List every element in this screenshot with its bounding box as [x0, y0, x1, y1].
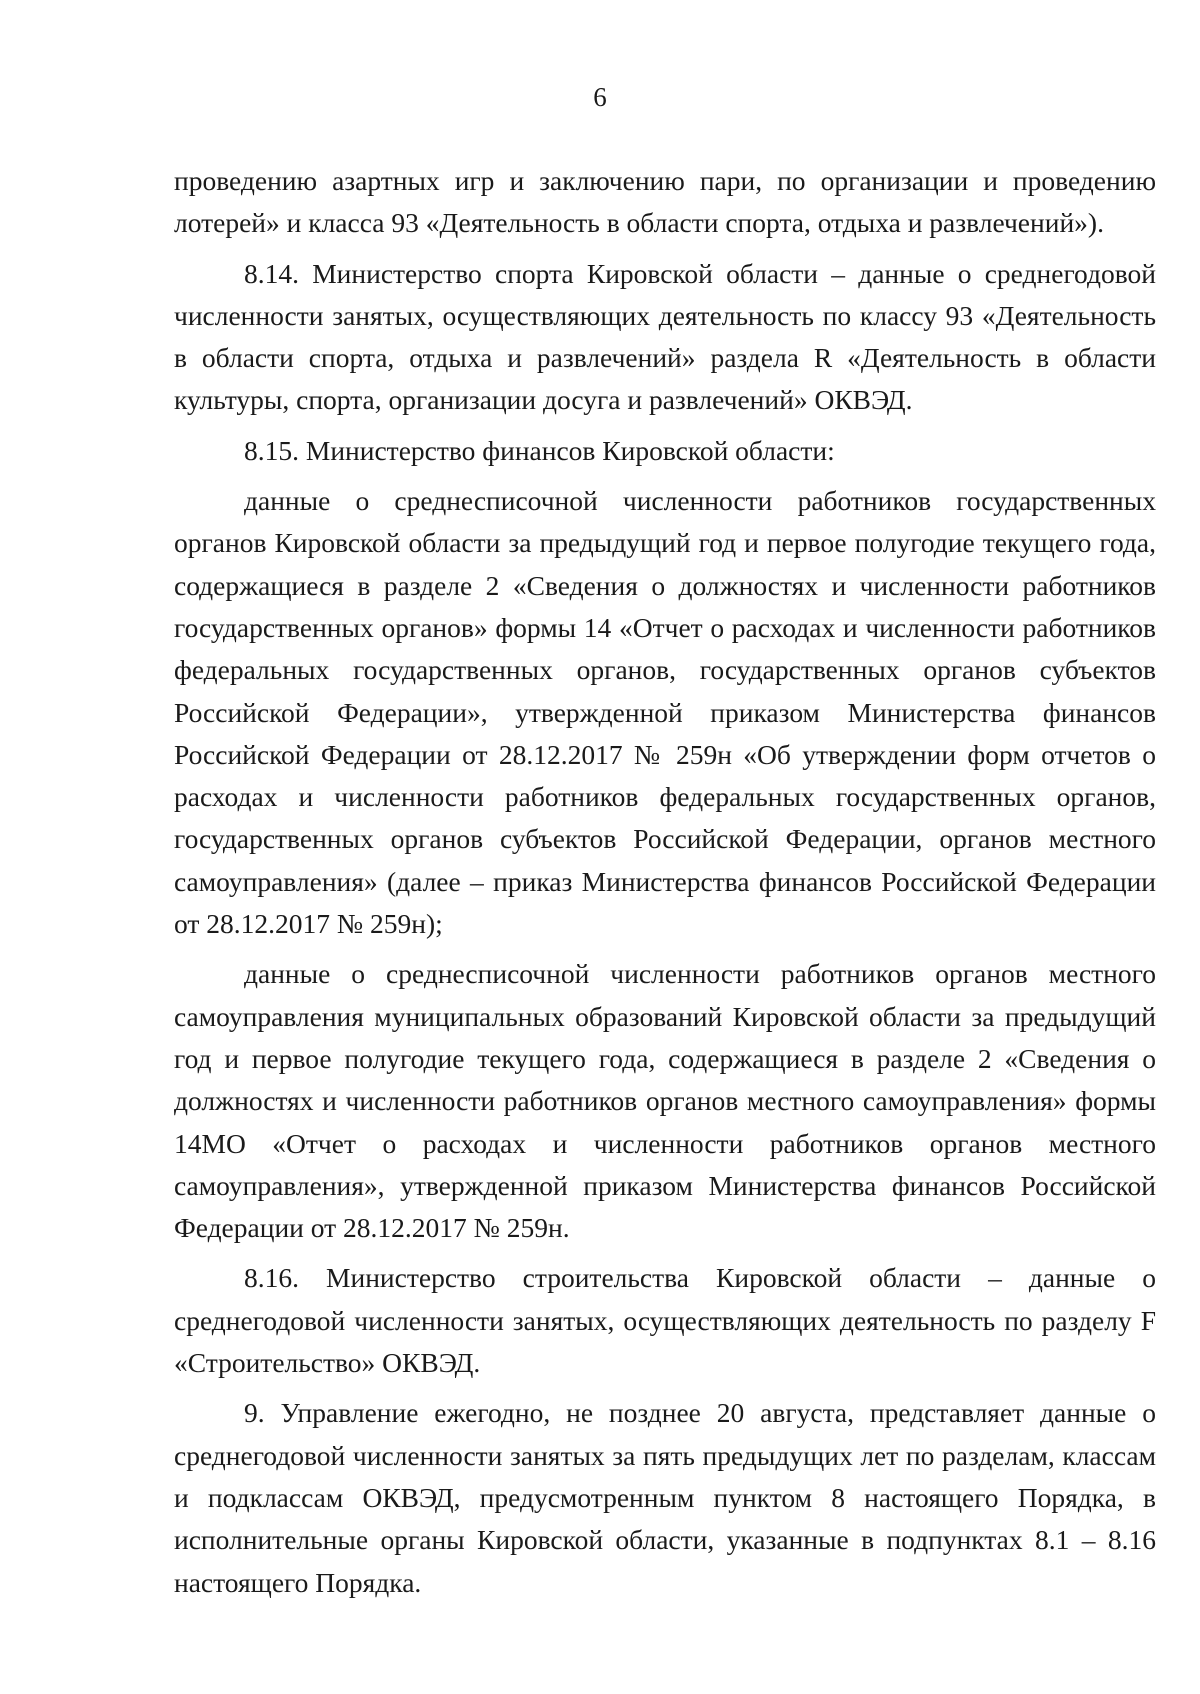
paragraph-continuation: проведению азартных игр и заключению пари, по организации и проведению лотерей» и класса 93 «Деятельность в области спорта, отдыха и развлечений»). — [174, 165, 1156, 239]
paragraph-8-15-local-bodies: данные о среднесписочной численности работников органов местного самоуправления муниципальных образований Кировской области за предыдущий год и первое полугодие текущего года, содержащиеся в разделе 2 «Сведения о должностях и численности работников органов местного самоуправления» формы 14МО «Отчет о расходах и численности работников органов местного самоуправления», утвержденной приказом Министерства финансов Российской Федерации от 28.12.2017 № 259н. — [174, 958, 1156, 1244]
paragraph-8-15-state-bodies: данные о среднесписочной численности работников государственных органов Кировской области за предыдущий год и первое полугодие текущего года, содержащиеся в разделе 2 «Сведения о должностях и численности работников государственных органов» формы 14 «Отчет о расходах и численности работников федеральных государственных органов, государственных органов субъектов Российской Федерации», утвержденной приказом Министерства финансов Российской Федерации от 28.12.2017 № 259н «Об утверждении форм отчетов о расходах и численности работников федеральных государственных органов, государственных органов субъектов Российской Федерации, органов местного самоуправления» (далее – приказ Министерства финансов Российской Федерации от 28.12.2017 № 259н); — [174, 485, 1156, 940]
document-body — [174, 160, 1156, 1604]
page-number: 6 — [593, 82, 607, 112]
paragraph-8-14: 8.14. Министерство спорта Кировской области – данные о среднегодовой численности занятых, осуществляющих деятельность по классу 93 «Деятельность в области спорта, отдыха и развлечений» раздела R «Деятельность в области культуры, спорта, организации досуга и развлечений» ОКВЭД. — [174, 257, 1156, 416]
paragraph-8-16: 8.16. Министерство строительства Кировской области – данные о среднегодовой численности занятых, осуществляющих деятельность по разделу F «Строительство» ОКВЭД. — [174, 1262, 1156, 1379]
paragraph-9: 9. Управление ежегодно, не позднее 20 августа, представляет данные о среднегодовой численности занятых за пять предыдущих лет по разделам, классам и подклассам ОКВЭД, предусмотренным пунктом 8 настоящего Порядка, в исполнительные органы Кировской области, указанные в подпунктах 8.1 – 8.16 настоящего Порядка. — [174, 1397, 1156, 1598]
paragraph-8-15-heading: 8.15. Министерство финансов Кировской области: — [244, 434, 835, 466]
